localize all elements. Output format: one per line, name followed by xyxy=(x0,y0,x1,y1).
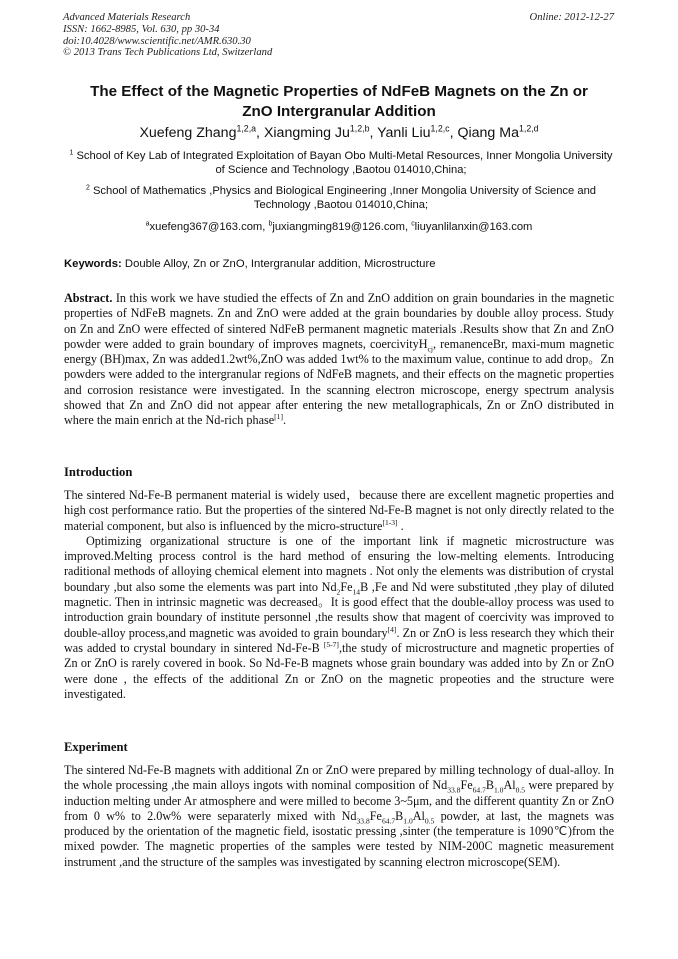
author-affil-sup: 1,2,a xyxy=(236,123,257,134)
author-sep: , xyxy=(369,125,378,141)
introduction-section xyxy=(64,488,614,702)
email-sep: , xyxy=(262,221,269,233)
abstract-end: . xyxy=(282,413,287,428)
formula-text: B xyxy=(395,808,404,823)
journal-name: Advanced Materials Research xyxy=(63,12,191,23)
paper-title xyxy=(40,82,638,122)
abstract-label: Abstract. xyxy=(64,291,113,305)
paragraph xyxy=(64,488,614,534)
journal-header xyxy=(63,12,272,59)
subscript: 64.7 xyxy=(472,785,486,795)
formula-text: Al xyxy=(503,778,516,793)
email-list xyxy=(40,220,638,234)
affiliation-1 xyxy=(66,149,616,177)
author-name: Qiang Ma xyxy=(457,125,519,141)
keywords xyxy=(64,257,616,271)
author-sep: , xyxy=(449,125,458,141)
formula-text: Fe xyxy=(460,778,473,793)
paragraph-text: Optimizing organizational structure is one of the important link if magnetic microstructure was improved.Melting process control is the hard method of ensuring the low-melting elements. Introducing raditional methods of alloying chemical element into magnets . Not only the elements was distribution of crystal boundary ,but also some the elements was part into Nd xyxy=(64,533,614,594)
formula-text: Fe xyxy=(369,808,382,823)
subscript: 0.5 xyxy=(515,785,526,795)
subscript: 0.5 xyxy=(424,816,435,826)
citation-ref[interactable]: [1] xyxy=(274,412,283,422)
email-sup: a xyxy=(145,220,150,228)
formula-text: Al xyxy=(412,808,425,823)
author-name: Xuefeng Zhang xyxy=(139,125,237,141)
subscript: 64.7 xyxy=(381,816,396,826)
affiliation-text: School of Mathematics ,Physics and Biological Engineering ,Inner Mongolia University of Science and Technology ,Baotou 014010,China; xyxy=(92,185,597,212)
paragraph-text: . Zn or ZnO is less research they which their was added to crystal boundary in sintered Nd-Fe-B xyxy=(64,625,614,655)
author-sep: , xyxy=(256,125,264,141)
subscript: 33.8 xyxy=(356,816,370,826)
formula-text: Fe xyxy=(340,579,353,594)
affiliation-2 xyxy=(66,184,616,212)
paragraph-text: ,the study of microstructure and magnetic properties of Zn or ZnO is rarely covered in book. So Nd-Fe-B magnets whose grain boundary was added into by Zn or ZnO were done , the effects of the additional Zn or ZnO on the magnetic propeoties and the structure were investigated. xyxy=(64,640,614,701)
paragraph xyxy=(64,534,614,702)
section-heading-introduction: Introduction xyxy=(64,465,133,479)
copyright-line: © 2013 Trans Tech Publications Ltd, Switzerland xyxy=(63,47,273,59)
email-sep: , xyxy=(404,221,412,233)
issn-line: ISSN: 1662-8985, Vol. 630, pp 30-34 xyxy=(63,23,220,35)
affiliation-text: School of Key Lab of Integrated Exploitation of Bayan Obo Multi-Metal Resources, Inner Mongolia University of Science and Technology ,Baotou 014010,China; xyxy=(76,150,613,177)
paragraph xyxy=(64,763,614,870)
abstract xyxy=(64,291,614,429)
author-list xyxy=(40,124,638,142)
keywords-text: Double Alloy, Zn or ZnO, Intergranular addition, Microstructure xyxy=(124,258,436,270)
author-name: Yanli Liu xyxy=(377,125,431,141)
affiliation-number: 2 xyxy=(85,184,90,192)
abstract-text: In this work we have studied the effects of Zn and ZnO addition on grain boundaries in the magnetic properties of NdFeB magnets. Zn and ZnO were added at the grain boundaries by double alloy process. Study on Zn and ZnO were effected of sintered NdFeB permanent magnetic materials .Results show that Zn and ZnO powder were added to grain boundary of improves magnets, coercivityH xyxy=(64,291,614,351)
title-line-1: The Effect of the Magnetic Properties of NdFeB Magnets on the Zn or xyxy=(90,83,588,100)
paragraph-text: were prepared by induction melting under Ar atmosphere and were milled to become 3~5μm, and the different quantity Zn or ZnO from 0 w% to 2.0w% were separaterly mixed with Nd xyxy=(64,778,614,823)
author-affil-sup: 1,2,b xyxy=(349,123,370,134)
citation-ref[interactable]: [1-3] xyxy=(382,517,398,527)
subscript: cj xyxy=(427,344,433,354)
keywords-label: Keywords: xyxy=(64,258,122,270)
citation-ref[interactable]: [4] xyxy=(387,624,397,634)
citation-ref[interactable]: [5-7] xyxy=(323,639,339,649)
paragraph-text: B ,Fe and Nd were substituted ,they play of diluted magnetic. Then in intrinsic magnetic was decreased。It is good effect that the double-alloy process was used to introduction grain boundary of institute personnel ,the results show that magent of coercivity was improved to double-alloy process,and magnetic was avoided to grain boundary xyxy=(64,579,614,640)
doi-line: doi:10.4028/www.scientific.net/AMR.630.30 xyxy=(63,35,251,47)
author-affil-sup: 1,2,d xyxy=(518,123,539,134)
experiment-section xyxy=(64,763,614,870)
section-heading-experiment: Experiment xyxy=(64,740,128,754)
email-address[interactable]: juxiangming819@126.com xyxy=(272,221,405,233)
subscript: 2 xyxy=(336,587,341,597)
paragraph-text: The sintered Nd-Fe-B permanent material is widely used，because there are excellent magnetic properties and high cost performance ratio. But the properties of the sintered Nd-Fe-B magnet is not only directly related to the material component, but also is influenced by the micro-structure xyxy=(64,488,614,533)
abstract-text: , remanenceBr, maxi-mum magnetic energy (BH)max, Zn was added1.2wt%,ZnO was added 1wt% to the maximum value, continue to add drop。Zn powders were added to the intergranular regions of NdFeB magnets, and their effects on the magnetic properties and corrosion resistance were investigated. In the scanning electron microscope, energy spectrum analysis showed that Zn and ZnO did not appear after entering the new metallographicals, Zn or ZnO distributed in where the main enrich at the Nd-rich phase xyxy=(64,336,614,428)
subscript: 1.0 xyxy=(403,816,413,826)
title-line-2: ZnO Intergranular Addition xyxy=(242,103,436,120)
subscript: 1.0 xyxy=(494,785,504,795)
affiliation-number: 1 xyxy=(69,149,74,157)
paragraph-end: . xyxy=(397,518,404,533)
paragraph-text: powder, at last, the magnets was produced by the orientation of the magnetic field, isostatic pressing ,sinter (the temperature is 1090℃)from the mixed powder. The magnetic properties of the samples were tested by NIM-200C magnetic measurement instrument ,and the structure of the samples was investigated by scanning electron microscope(SEM). xyxy=(64,808,614,869)
subscript: 33.8 xyxy=(447,785,461,795)
formula-text: B xyxy=(485,778,494,793)
author-affil-sup: 1,2,c xyxy=(430,123,450,134)
email-sup: c xyxy=(411,220,415,228)
online-date: Online: 2012-12-27 xyxy=(529,12,614,23)
subscript: 14 xyxy=(352,587,361,597)
email-address[interactable]: xuefeng367@163.com xyxy=(149,221,263,233)
author-name: Xiangming Ju xyxy=(263,125,350,141)
email-address[interactable]: liuyanlilanxin@163.com xyxy=(414,221,533,233)
paragraph-text: The sintered Nd-Fe-B magnets with additional Zn or ZnO were prepared by milling technology of dual-alloy. In the whole processing ,the main alloys ingots with nominal composition of Nd xyxy=(64,763,614,793)
email-sup: b xyxy=(268,220,273,228)
